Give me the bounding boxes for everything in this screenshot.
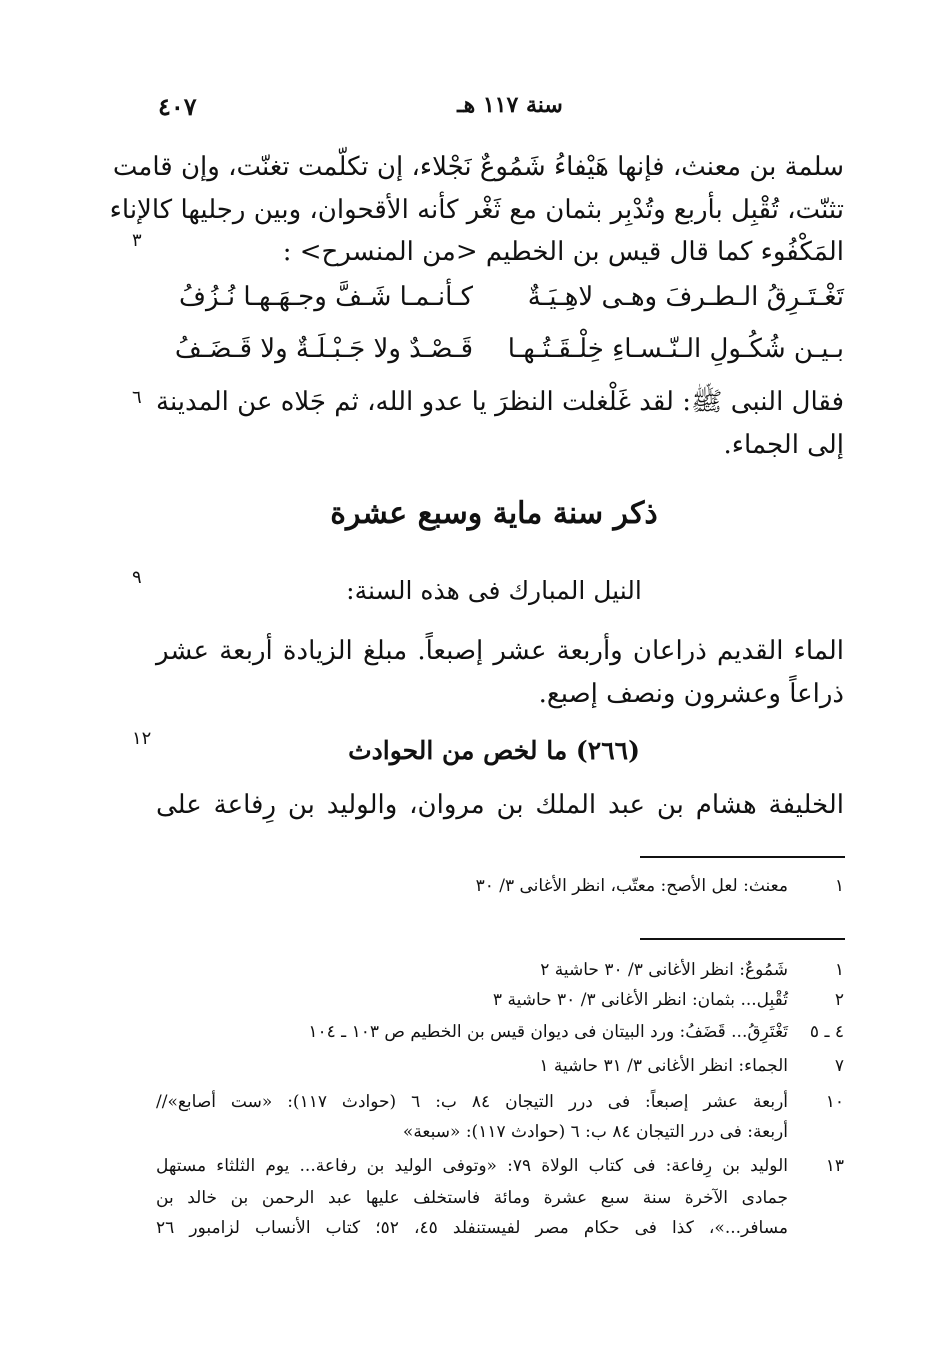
footnote-rule bbox=[640, 938, 845, 940]
body-line: الماء القديم ذراعان وأربعة عشر إصبعاً. مبلغ الزيادة أربعة عشر bbox=[156, 636, 844, 666]
footnote bbox=[156, 872, 844, 900]
body-line: إلى الجماء. bbox=[723, 430, 844, 460]
line-number: ٩ bbox=[132, 567, 142, 588]
verse-hemistich-left: كـأنـمـا شَـفَّ وجـهَـهـا نُـزُفُ bbox=[179, 282, 473, 312]
verse-hemistich-right: تَغْـتَـرِقُ الـطـرفَ وهـى لاهِـيَـةٌ bbox=[527, 282, 844, 312]
footnote-text: أربعة: فى درر التيجان ٨٤ ب: ٦ (حوادث ١١٧): «سبعة» bbox=[402, 1122, 788, 1142]
footnote-text: شَمُوعٌ: انظر الأغانى ٣/ ٣٠ حاشية ٢ bbox=[540, 960, 788, 980]
footnote-continuation bbox=[156, 1214, 844, 1242]
body-line: تثنّت، تُقْبِل بأربع وتُدْبِر بثمان مع ثَغْر كأنه الأقحوان، وبين رجليها كالإناء bbox=[109, 195, 844, 225]
body-line: سلمة بن معنث، فإنها هَيْفاءُ شَمُوعٌ نَجْلاء، إن تكلّمت تغنّت، وإن قامت bbox=[112, 152, 844, 182]
footnote-text: تَغْتَرِقُ... قَضَفُ: ورد البيتان فى ديوان قيس بن الخطيم ص ١٠٣ ـ ١٠٤ bbox=[308, 1022, 788, 1042]
footnote-rule bbox=[640, 856, 845, 858]
line-number: ٦ bbox=[132, 387, 142, 408]
footnote-number: ٧ bbox=[834, 1056, 844, 1076]
footnote-number: ١ bbox=[834, 960, 844, 980]
body-line: المَكْفُوء كما قال قيس بن الخطيم <من المنسرح> : bbox=[282, 237, 844, 267]
footnote-text: مسافر...»، كذا فى حكام مصر لفيستنفلد ٤٥، ٥٢؛ كتاب الأنساب لزامبور ٢٦ bbox=[156, 1218, 788, 1238]
footnote bbox=[156, 1088, 844, 1116]
verse-hemistich-left: قَـصْـدٌ ولا جَـبْـلَـةٌ ولا قَـضَـفُ bbox=[174, 334, 473, 364]
footnote bbox=[156, 1052, 844, 1080]
footnote-number: ١٠ bbox=[825, 1092, 844, 1112]
section-title: ذكر سنة ماية وسبع عشرة bbox=[330, 496, 658, 531]
verse-hemistich-right: بـيـن شُكُـولِ الـنّـسـاءِ خِلْـقَـتُـهـا bbox=[507, 334, 844, 364]
footnote bbox=[156, 1152, 844, 1180]
running-title: سنة ١١٧ هـ bbox=[457, 92, 563, 118]
footnote bbox=[156, 956, 844, 984]
line-number: ١٢ bbox=[132, 728, 152, 749]
footnote bbox=[156, 986, 844, 1014]
footnote-text: تُقْبِل... بثمان: انظر الأغانى ٣/ ٣٠ حاشية ٣ bbox=[492, 990, 788, 1010]
line-number: ٣ bbox=[132, 230, 142, 251]
footnote-number: ١٣ bbox=[825, 1156, 844, 1176]
footnote bbox=[156, 1018, 844, 1046]
footnote-text: الوليد بن رِفاعة: فى كتاب الولاة ٧٩: «وتوفى الوليد بن رفاعة... يوم الثلثاء مستهل bbox=[156, 1156, 788, 1176]
events-heading: (٢٦٦) ما لخص من الحوادث bbox=[348, 736, 640, 765]
footnote-continuation bbox=[156, 1118, 844, 1146]
footnote-number: ٢ bbox=[834, 990, 844, 1010]
body-line: الخليفة هشام بن عبد الملك بن مروان، والوليد بن رِفاعة على bbox=[156, 790, 844, 820]
body-line: ذراعاً وعشرون ونصف إصبع. bbox=[538, 679, 844, 709]
footnote-text: معنث: لعل الأصح: معتّب، انظر الأغانى ٣/ ٣٠ bbox=[475, 876, 788, 896]
footnote-number: ٤ ـ ٥ bbox=[809, 1022, 844, 1042]
footnote-text: أربعة عشر إصبعاً: فى درر التيجان ٨٤ ب: ٦ (حوادث ١١٧): «ست أصابع»// bbox=[156, 1092, 789, 1112]
footnote-text: الجماء: انظر الأغانى ٣/ ٣١ حاشية ١ bbox=[539, 1056, 788, 1076]
nile-heading: النيل المبارك فى هذه السنة: bbox=[346, 576, 642, 605]
footnote-continuation bbox=[156, 1184, 844, 1212]
page-number: ٤٠٧ bbox=[158, 92, 197, 121]
body-line: فقال النبى ﷺ: لقد غَلْغلت النظرَ يا عدو الله، ثم جَلاه عن المدينة bbox=[156, 387, 844, 417]
footnote-text: جمادى الآخرة سنة سبع عشرة ومائة فاستخلف عليها عبد الرحمن بن خالد بن bbox=[156, 1188, 788, 1208]
footnote-number: ١ bbox=[834, 876, 844, 896]
